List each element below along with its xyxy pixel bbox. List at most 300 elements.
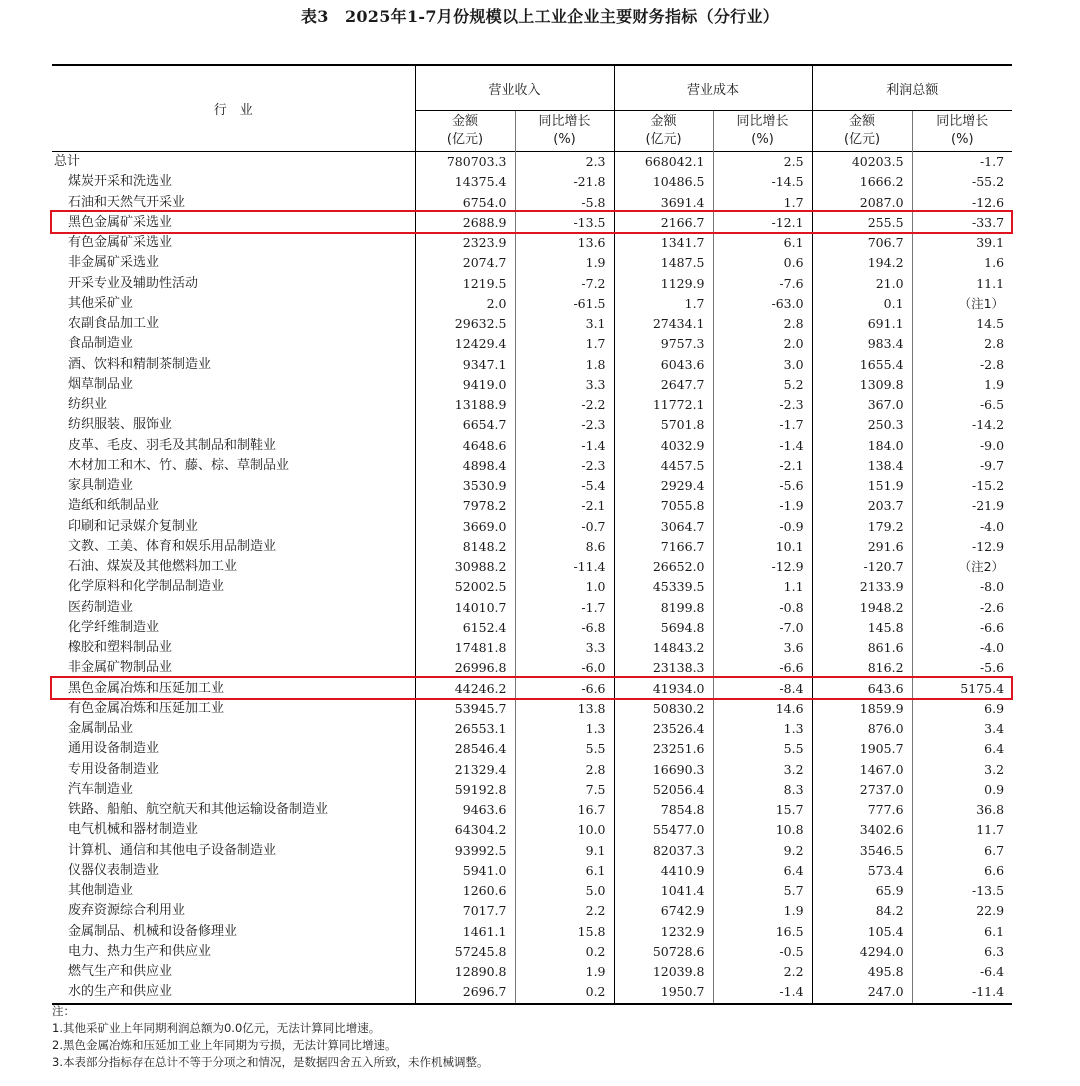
table-row — [52, 739, 1012, 759]
value-cell: 2074.7 — [462, 255, 507, 271]
value-cell: 7.5 — [515, 780, 614, 800]
value-cell: 1655.4 — [812, 355, 912, 375]
industry-name-cell: 铁路、船舶、航空航天和其他运输设备制造业 — [52, 800, 415, 820]
value-cell: -12.6 — [912, 193, 1012, 213]
value-cell: 3.3 — [515, 375, 614, 395]
value-cell: 65.9 — [812, 881, 912, 901]
value-cell: 59192.8 — [454, 781, 507, 797]
value-cell: -12.9 — [912, 537, 1012, 557]
value-cell: 21.0 — [812, 274, 912, 294]
value-cell: 1219.5 — [462, 275, 507, 291]
value-cell: 1948.2 — [812, 598, 912, 618]
value-cell: 14843.2 — [614, 638, 713, 658]
value-cell: 3.6 — [713, 638, 812, 658]
value-cell: -55.2 — [912, 172, 1012, 192]
value-cell: 2.8 — [515, 760, 614, 780]
value-cell: -11.4 — [912, 982, 1012, 1003]
value-cell: 4457.5 — [614, 456, 713, 476]
value-cell: -6.8 — [515, 618, 614, 638]
table-row — [52, 699, 1012, 719]
value-cell: 7055.8 — [614, 496, 713, 516]
value-cell: 367.0 — [812, 395, 912, 415]
value-cell: -6.6 — [515, 679, 614, 699]
value-cell: 1.7 — [713, 193, 812, 213]
value-cell: 179.2 — [812, 517, 912, 537]
value-cell: 16.7 — [515, 800, 614, 820]
industry-name-cell: 煤炭开采和洗选业 — [52, 172, 415, 192]
value-cell: 5175.4 — [912, 679, 1012, 699]
table-row — [52, 881, 1012, 901]
value-cell: -15.2 — [912, 476, 1012, 496]
value-cell: 203.7 — [812, 496, 912, 516]
value-cell: 1260.6 — [462, 883, 507, 899]
industry-name-cell: 其他制造业 — [52, 881, 415, 901]
value-cell: 2166.7 — [614, 213, 713, 233]
value-cell: 50830.2 — [614, 699, 713, 719]
value-cell: 14.5 — [912, 314, 1012, 334]
value-cell: -11.4 — [515, 557, 614, 577]
value-cell: -5.4 — [515, 476, 614, 496]
value-cell: -14.5 — [713, 172, 812, 192]
value-cell: 26652.0 — [614, 557, 713, 577]
value-cell: 3.4 — [912, 719, 1012, 739]
industry-name-cell: 石油、煤炭及其他燃料加工业 — [52, 557, 415, 577]
industry-financial-table — [52, 64, 1012, 1005]
industry-name-cell: 金属制品业 — [52, 719, 415, 739]
table-row — [52, 253, 1012, 273]
table-row — [52, 780, 1012, 800]
industry-name-cell: 造纸和纸制品业 — [52, 496, 415, 516]
table-row — [52, 496, 1012, 516]
table-row — [52, 415, 1012, 435]
value-cell: -5.6 — [912, 658, 1012, 678]
value-cell: 45339.5 — [614, 577, 713, 597]
value-cell: 9419.0 — [462, 376, 507, 392]
value-cell: 151.9 — [812, 476, 912, 496]
table-row — [52, 314, 1012, 334]
table-row — [52, 598, 1012, 618]
value-cell: 1487.5 — [614, 253, 713, 273]
value-cell: 2133.9 — [812, 577, 912, 597]
table-body — [52, 152, 1012, 1004]
industry-name-cell: 开采专业及辅助性活动 — [52, 274, 415, 294]
cost-amount-header: 金额 (亿元) — [614, 111, 713, 152]
industry-name-cell: 有色金属冶炼和压延加工业 — [52, 699, 415, 719]
value-cell: 2.8 — [713, 314, 812, 334]
value-cell: 495.8 — [812, 962, 912, 982]
value-cell: 64304.2 — [454, 822, 507, 838]
value-cell: 23526.4 — [614, 719, 713, 739]
value-cell: -14.2 — [912, 415, 1012, 435]
value-cell: 36.8 — [912, 800, 1012, 820]
value-cell: 247.0 — [812, 982, 912, 1003]
value-cell: 1232.9 — [614, 922, 713, 942]
value-cell: 1.1 — [713, 577, 812, 597]
value-cell: -6.5 — [912, 395, 1012, 415]
value-cell: 643.6 — [812, 679, 912, 699]
table-row — [52, 517, 1012, 537]
value-cell: 15.8 — [515, 922, 614, 942]
value-cell: 5701.8 — [614, 415, 713, 435]
industry-name-cell: 酒、饮料和精制茶制造业 — [52, 355, 415, 375]
industry-name-cell: 家具制造业 — [52, 476, 415, 496]
value-cell: -7.2 — [515, 274, 614, 294]
table-row — [52, 436, 1012, 456]
industry-name-cell: 燃气生产和供应业 — [52, 962, 415, 982]
value-cell: -1.7 — [912, 152, 1012, 173]
value-cell: 1.9 — [912, 375, 1012, 395]
value-cell: 3691.4 — [614, 193, 713, 213]
value-cell: 4294.0 — [812, 942, 912, 962]
value-cell: 706.7 — [812, 233, 912, 253]
value-cell: 6654.7 — [462, 417, 507, 433]
industry-name-cell: 纺织业 — [52, 395, 415, 415]
table-row — [52, 375, 1012, 395]
industry-name-cell: 废弃资源综合利用业 — [52, 901, 415, 921]
value-cell: 2323.9 — [462, 235, 507, 251]
value-cell: 6043.6 — [614, 355, 713, 375]
industry-name-cell: 文教、工美、体育和娱乐用品制造业 — [52, 537, 415, 557]
footnote-1: 1.其他采矿业上年同期利润总额为0.0亿元，无法计算同比增速。 — [52, 1021, 381, 1035]
value-cell: 10.8 — [713, 820, 812, 840]
industry-name-cell: 有色金属矿采选业 — [52, 233, 415, 253]
value-cell: 1.0 — [515, 577, 614, 597]
value-cell: 184.0 — [812, 436, 912, 456]
value-cell: 21329.4 — [454, 761, 507, 777]
value-cell: 13188.9 — [454, 397, 507, 413]
value-cell: 5694.8 — [614, 618, 713, 638]
table-row — [52, 172, 1012, 192]
value-cell: 4410.9 — [614, 861, 713, 881]
footnote-2: 2.黑色金属冶炼和压延加工业上年同期为亏损，无法计算同比增速。 — [52, 1038, 397, 1052]
table-row — [52, 841, 1012, 861]
value-cell: 23138.3 — [614, 658, 713, 678]
industry-name-cell: 仪器仪表制造业 — [52, 861, 415, 881]
value-cell: 9.2 — [713, 841, 812, 861]
industry-name-cell: 计算机、通信和其他电子设备制造业 — [52, 841, 415, 861]
value-cell: 3530.9 — [462, 478, 507, 494]
value-cell: -4.0 — [912, 638, 1012, 658]
industry-name-cell: 化学纤维制造业 — [52, 618, 415, 638]
value-cell: 2.2 — [713, 962, 812, 982]
value-cell: 1461.1 — [462, 923, 507, 939]
value-cell: 6.4 — [713, 861, 812, 881]
table-row — [52, 820, 1012, 840]
profit-growth-header: 同比增长 (%) — [912, 111, 1012, 152]
value-cell: 1.6 — [912, 253, 1012, 273]
value-cell: 0.6 — [713, 253, 812, 273]
value-cell: 8148.2 — [462, 538, 507, 554]
value-cell: -21.9 — [912, 496, 1012, 516]
footnote-3: 3.本表部分指标存在总计不等于分项之和情况，是数据四舍五入所致，未作机械调整。 — [52, 1055, 489, 1069]
value-cell: 15.7 — [713, 800, 812, 820]
value-cell: 138.4 — [812, 456, 912, 476]
value-cell: 8.3 — [713, 780, 812, 800]
value-cell: 3669.0 — [462, 518, 507, 534]
value-cell: 5.0 — [515, 881, 614, 901]
value-cell: 691.1 — [812, 314, 912, 334]
value-cell: 145.8 — [812, 618, 912, 638]
value-cell: 1.7 — [614, 294, 713, 314]
value-cell: -1.4 — [713, 982, 812, 1003]
industry-name-cell: 石油和天然气开采业 — [52, 193, 415, 213]
table-title: 表3 2025年1-7月份规模以上工业企业主要财务指标（分行业） — [300, 7, 780, 26]
value-cell: -21.8 — [515, 172, 614, 192]
value-cell: 1.7 — [515, 334, 614, 354]
value-cell: 1.9 — [713, 901, 812, 921]
value-cell: 53945.7 — [454, 700, 507, 716]
value-cell: 2.2 — [515, 901, 614, 921]
table-row — [52, 355, 1012, 375]
value-cell: 6754.0 — [462, 194, 507, 210]
value-cell: -0.7 — [515, 517, 614, 537]
profit-amount-header: 金额 (亿元) — [812, 111, 912, 152]
table-row — [52, 577, 1012, 597]
industry-name-cell: 通用设备制造业 — [52, 739, 415, 759]
value-cell: 11.1 — [912, 274, 1012, 294]
value-cell: 16.5 — [713, 922, 812, 942]
value-cell: （注2） — [912, 557, 1012, 577]
value-cell: -1.7 — [515, 598, 614, 618]
industry-name-cell: 汽车制造业 — [52, 780, 415, 800]
value-cell: 6.6 — [912, 861, 1012, 881]
value-cell: -2.2 — [515, 395, 614, 415]
value-cell: -2.8 — [912, 355, 1012, 375]
table-row — [52, 274, 1012, 294]
value-cell: 6.4 — [912, 739, 1012, 759]
value-cell: 2.0 — [713, 334, 812, 354]
industry-name-cell: 食品制造业 — [52, 334, 415, 354]
value-cell: 5.7 — [713, 881, 812, 901]
value-cell: 105.4 — [812, 922, 912, 942]
revenue-group-header: 营业收入 — [415, 65, 614, 111]
table-row — [52, 942, 1012, 962]
highlight-box-ferrous-smelting — [50, 676, 1013, 700]
value-cell: 12039.8 — [614, 962, 713, 982]
value-cell: -0.8 — [713, 598, 812, 618]
value-cell: -13.5 — [515, 213, 614, 233]
value-cell: 255.5 — [812, 213, 912, 233]
table-row — [52, 800, 1012, 820]
value-cell: 5.2 — [713, 375, 812, 395]
cost-growth-header: 同比增长 (%) — [713, 111, 812, 152]
value-cell: 27434.1 — [614, 314, 713, 334]
value-cell: 250.3 — [812, 415, 912, 435]
value-cell: 1129.9 — [614, 274, 713, 294]
value-cell: 1.3 — [713, 719, 812, 739]
industry-name-cell: 医药制造业 — [52, 598, 415, 618]
value-cell: -6.6 — [912, 618, 1012, 638]
value-cell: 1950.7 — [614, 982, 713, 1003]
industry-name-cell: 专用设备制造业 — [52, 760, 415, 780]
value-cell: 50728.6 — [614, 942, 713, 962]
table-row — [52, 922, 1012, 942]
revenue-amount-header: 金额 (亿元) — [446, 114, 484, 147]
value-cell: 22.9 — [912, 901, 1012, 921]
value-cell: 983.4 — [812, 334, 912, 354]
value-cell: 0.2 — [515, 982, 614, 1003]
value-cell: 30988.2 — [454, 559, 507, 575]
value-cell: 1467.0 — [812, 760, 912, 780]
industry-name-cell: 总计 — [52, 152, 415, 173]
value-cell: -6.0 — [515, 658, 614, 678]
value-cell: （注1） — [912, 294, 1012, 314]
table-row — [52, 962, 1012, 982]
value-cell: -5.6 — [713, 476, 812, 496]
value-cell: -2.3 — [515, 415, 614, 435]
value-cell: 573.4 — [812, 861, 912, 881]
industry-name-cell: 木材加工和木、竹、藤、棕、草制品业 — [52, 456, 415, 476]
table-row — [52, 618, 1012, 638]
value-cell: 0.2 — [515, 942, 614, 962]
value-cell: 3.1 — [515, 314, 614, 334]
value-cell: 17481.8 — [454, 640, 507, 656]
value-cell: 55477.0 — [614, 820, 713, 840]
value-cell: 2688.9 — [462, 214, 507, 230]
value-cell: 7854.8 — [614, 800, 713, 820]
table-row — [52, 537, 1012, 557]
industry-name-cell: 水的生产和供应业 — [52, 982, 415, 1003]
value-cell: 23251.6 — [614, 739, 713, 759]
value-cell: 3.2 — [912, 760, 1012, 780]
value-cell: 39.1 — [912, 233, 1012, 253]
industry-name-cell: 纺织服装、服饰业 — [52, 415, 415, 435]
value-cell: 668042.1 — [614, 152, 713, 173]
value-cell: 3546.5 — [812, 841, 912, 861]
industry-name-cell: 其他采矿业 — [52, 294, 415, 314]
table-row — [52, 901, 1012, 921]
value-cell: 9347.1 — [462, 356, 507, 372]
value-cell: 9.1 — [515, 841, 614, 861]
value-cell: 28546.4 — [454, 741, 507, 757]
footnote-heading: 注： — [52, 1004, 75, 1018]
value-cell: -12.9 — [713, 557, 812, 577]
value-cell: -2.1 — [515, 496, 614, 516]
value-cell: 1309.8 — [812, 375, 912, 395]
table-row — [52, 294, 1012, 314]
value-cell: 1905.7 — [812, 739, 912, 759]
industry-name-cell: 橡胶和塑料制品业 — [52, 638, 415, 658]
industry-name-cell: 金属制品、机械和设备修理业 — [52, 922, 415, 942]
table-row — [52, 476, 1012, 496]
value-cell: 3402.6 — [812, 820, 912, 840]
value-cell: 1.9 — [515, 253, 614, 273]
table-row — [52, 233, 1012, 253]
value-cell: 6.1 — [912, 922, 1012, 942]
value-cell: 2.0 — [486, 295, 507, 311]
value-cell: 11772.1 — [614, 395, 713, 415]
value-cell: 12429.4 — [454, 336, 507, 352]
value-cell: 14.6 — [713, 699, 812, 719]
value-cell: 6742.9 — [614, 901, 713, 921]
value-cell: -7.6 — [713, 274, 812, 294]
value-cell: 26553.1 — [454, 721, 507, 737]
value-cell: -0.9 — [713, 517, 812, 537]
value-cell: -2.6 — [912, 598, 1012, 618]
value-cell: 84.2 — [812, 901, 912, 921]
value-cell: -1.4 — [515, 436, 614, 456]
value-cell: -5.8 — [515, 193, 614, 213]
value-cell: 1666.2 — [812, 172, 912, 192]
value-cell: 6.1 — [515, 861, 614, 881]
table-row — [52, 152, 1012, 173]
value-cell: 1341.7 — [614, 233, 713, 253]
value-cell: 57245.8 — [454, 943, 507, 959]
value-cell: 816.2 — [812, 658, 912, 678]
value-cell: 14375.4 — [454, 174, 507, 190]
value-cell: 13.6 — [515, 233, 614, 253]
value-cell: 7017.7 — [462, 903, 507, 919]
table-row — [52, 456, 1012, 476]
value-cell: 82037.3 — [614, 841, 713, 861]
value-cell: -4.0 — [912, 517, 1012, 537]
value-cell: 12890.8 — [454, 964, 507, 980]
revenue-growth-header: 同比增长 (%) — [515, 111, 614, 152]
table-row — [52, 760, 1012, 780]
value-cell: 1.3 — [515, 719, 614, 739]
value-cell: 16690.3 — [614, 760, 713, 780]
industry-column-header: 行 业 — [52, 65, 415, 152]
value-cell: 3.3 — [515, 638, 614, 658]
industry-name-cell: 化学原料和化学制品制造业 — [52, 577, 415, 597]
value-cell: 4648.6 — [462, 437, 507, 453]
value-cell: 2.5 — [713, 152, 812, 173]
industry-name-cell: 电力、热力生产和供应业 — [52, 942, 415, 962]
industry-name-cell: 黑色金属冶炼和压延加工业 — [52, 679, 415, 699]
value-cell: 1.8 — [515, 355, 614, 375]
value-cell: -63.0 — [713, 294, 812, 314]
table-row — [52, 861, 1012, 881]
industry-name-cell: 印刷和记录媒介复制业 — [52, 517, 415, 537]
value-cell: -2.3 — [515, 456, 614, 476]
value-cell: 10486.5 — [614, 172, 713, 192]
value-cell: -33.7 — [912, 213, 1012, 233]
value-cell: 7978.2 — [462, 498, 507, 514]
value-cell: 40203.5 — [812, 152, 912, 173]
value-cell: -1.9 — [713, 496, 812, 516]
value-cell: -0.5 — [713, 942, 812, 962]
value-cell: 4898.4 — [462, 457, 507, 473]
industry-name-cell: 农副食品加工业 — [52, 314, 415, 334]
value-cell: -2.1 — [713, 456, 812, 476]
value-cell: 3.0 — [713, 355, 812, 375]
table-row — [52, 395, 1012, 415]
value-cell: 6.1 — [713, 233, 812, 253]
value-cell: -9.7 — [912, 456, 1012, 476]
value-cell: -9.0 — [912, 436, 1012, 456]
value-cell: 7166.7 — [614, 537, 713, 557]
value-cell: 5941.0 — [462, 862, 507, 878]
value-cell: 6.3 — [912, 942, 1012, 962]
value-cell: 93992.5 — [454, 842, 507, 858]
profit-group-header: 利润总额 — [812, 65, 1012, 111]
value-cell: 13.8 — [515, 699, 614, 719]
value-cell: 4032.9 — [614, 436, 713, 456]
value-cell: 6.9 — [912, 699, 1012, 719]
value-cell: 10.1 — [713, 537, 812, 557]
value-cell: 44246.2 — [454, 680, 507, 696]
value-cell: 3064.7 — [614, 517, 713, 537]
industry-name-cell: 非金属矿采选业 — [52, 253, 415, 273]
value-cell: 6152.4 — [462, 619, 507, 635]
value-cell: 780703.3 — [446, 154, 507, 170]
value-cell: 2696.7 — [415, 982, 515, 1003]
value-cell: -6.4 — [912, 962, 1012, 982]
value-cell: 41934.0 — [614, 679, 713, 699]
value-cell: 777.6 — [812, 800, 912, 820]
value-cell: -1.7 — [713, 415, 812, 435]
industry-name-cell: 皮革、毛皮、羽毛及其制品和制鞋业 — [52, 436, 415, 456]
